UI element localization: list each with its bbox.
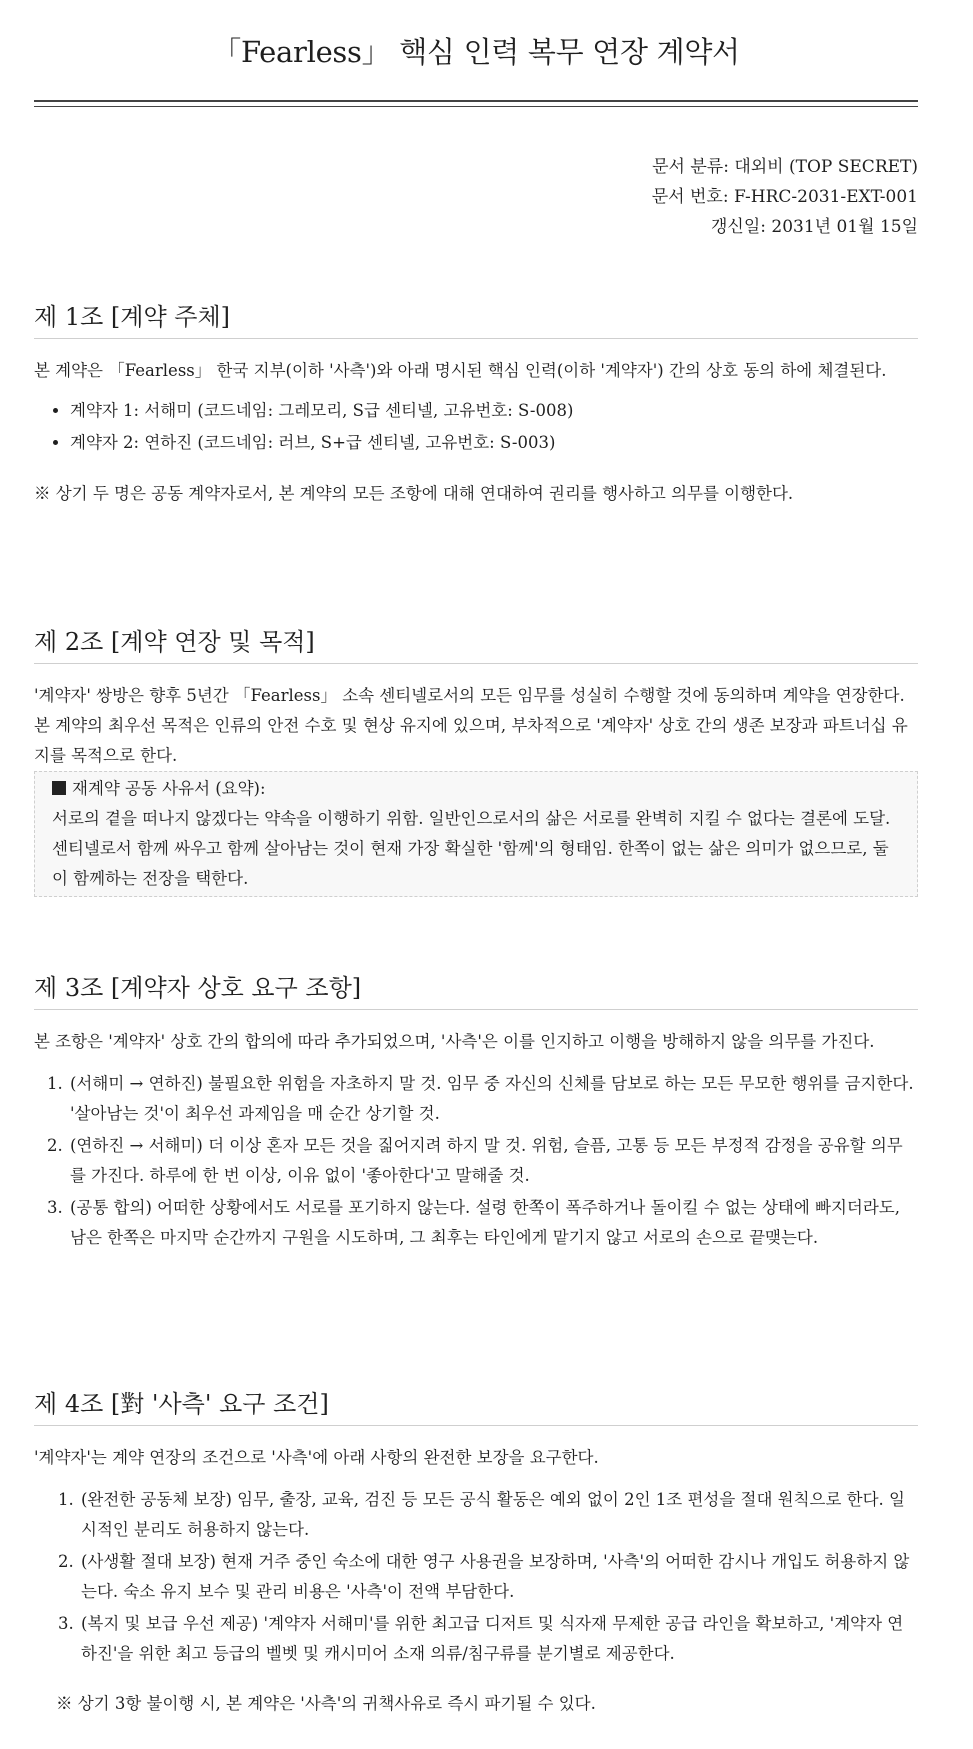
article-1-note: ※ 상기 두 명은 공동 계약자로서, 본 계약의 모든 조항에 대해 연대하여 권리를 행사하고 의무를 이행한다. [34, 484, 794, 503]
renewal-reason-title: 재계약 공동 사유서 (요약): [72, 779, 266, 798]
contract-document [34, 0, 918, 1713]
article-1-heading: 제 1조 [계약 주체] [34, 296, 918, 339]
article-4-note: ※ 상기 3항 불이행 시, 본 계약은 '사측'의 귀책사유로 즉시 파기될 수 있다. [56, 1694, 596, 1713]
condition-item: 1. (완전한 공동체 보장) 임무, 출장, 교육, 검진 등 모든 공식 활동은 예외 없이 2인 1조 편성을 절대 원칙으로 한다. 일시적인 분리도 허용하지 않는다. [79, 1485, 918, 1545]
article-3-intro: 본 조항은 '계약자' 상호 간의 합의에 따라 추가되었으며, '사측'은 이를 인지하고 이행을 방해하지 않을 의무를 가진다. [34, 1032, 875, 1051]
clause-item: 3. (공통 합의) 어떠한 상황에서도 서로를 포기하지 않는다. 설령 한쪽이 폭주하거나 돌이킬 수 없는 상태에 빠지더라도, 남은 한쪽은 마지막 순간까지 구원을 시도하며, 그 최후는 타인에게 맡기지 않고 서로의 손으로 끝맺는다. [68, 1193, 918, 1253]
meta-renewal-date: 갱신일: 2031년 01월 15일 [711, 217, 918, 237]
article-1 [34, 296, 918, 509]
party-item-2: • 계약자 2: 연하진 (코드네임: 러브, S+급 센티넬, 고유번호: S-003) [70, 427, 918, 459]
condition-item: 2. (사생활 절대 보장) 현재 거주 중인 숙소에 대한 영구 사용권을 보장하며, '사측'의 어떠한 감시나 개입도 허용하지 않는다. 숙소 유지 보수 및 관리 비용은 '사측'이 전액 부담한다. [79, 1547, 918, 1607]
renewal-reason-box [34, 771, 918, 897]
meta-classification: 문서 분류: 대외비 (TOP SECRET) [652, 157, 918, 177]
clause-item: 2. (연하진 → 서해미) 더 이상 혼자 모든 것을 짊어지려 하지 말 것. 위험, 슬픔, 고통 등 모든 부정적 감정을 공유할 의무를 가진다. 하루에 한 번 이상, 이유 없이 '좋아한다'고 말해줄 것. [68, 1131, 918, 1191]
article-3-heading: 제 3조 [계약자 상호 요구 조항] [34, 967, 918, 1010]
document-title: 「Fearless」 핵심 인력 복무 연장 계약서 [212, 35, 740, 69]
meta-doc-number: 문서 번호: F-HRC-2031-EXT-001 [651, 187, 918, 207]
article-2-intro: '계약자' 쌍방은 향후 5년간 「Fearless」 소속 센티넬로서의 모든 임무를 성실히 수행할 것에 동의하며 계약을 연장한다. 본 계약의 최우선 목적은 인류의 안전 수호 및 현상 유지에 있으며, 부차적으로 '계약자' 상호 간의 생존 보장과 파트너십 유지를 목적으로 한다. [34, 686, 908, 765]
article-1-party-list [34, 395, 918, 459]
renewal-reason-text: 서로의 곁을 떠나지 않겠다는 약속을 이행하기 위함. 일반인으로서의 삶은 서로를 완벽히 지킬 수 없다는 결론에 도달. 센티넬로서 함께 싸우고 함께 살아남는 것이 현재 가장 확실한 '함께'의 형태임. 한쪽이 없는 삶은 의미가 없으므로, 둘이 함께하는 전장을 택한다. [52, 809, 891, 888]
black-square-icon [52, 781, 66, 795]
article-3 [34, 967, 918, 1255]
party-item-1: • 계약자 1: 서해미 (코드네임: 그레모리, S급 센티넬, 고유번호: S-008) [70, 395, 918, 427]
condition-item: 3. (복지 및 보급 우선 제공) '계약자 서해미'를 위한 최고급 디저트 및 식자재 무제한 공급 라인을 확보하고, '계약자 연하진'을 위한 최고 등급의 벨벳 및 캐시미어 소재 의류/침구류를 분기별로 제공한다. [79, 1609, 918, 1669]
document-meta [652, 152, 918, 242]
renewal-reason-title-row [52, 774, 899, 804]
article-4-intro: '계약자'는 계약 연장의 조건으로 '사측'에 아래 사항의 완전한 보장을 요구한다. [34, 1448, 599, 1467]
article-4-heading: 제 4조 [對 '사측' 요구 조건] [34, 1383, 918, 1426]
article-4-condition-list [34, 1485, 918, 1669]
article-1-intro: 본 계약은 「Fearless」 한국 지부(이하 '사측')와 아래 명시된 핵심 인력(이하 '계약자') 간의 상호 동의 하에 체결된다. [34, 361, 887, 380]
title-double-rule [34, 100, 918, 107]
clause-item: 1. (서해미 → 연하진) 불필요한 위험을 자초하지 말 것. 임무 중 자신의 신체를 담보로 하는 모든 무모한 행위를 금지한다. '살아남는 것'이 최우선 과제임을 매 순간 상기할 것. [68, 1069, 918, 1129]
article-2 [34, 621, 918, 897]
article-2-heading: 제 2조 [계약 연장 및 목적] [34, 621, 918, 664]
article-3-clause-list [34, 1069, 918, 1253]
article-4 [34, 1383, 918, 1719]
